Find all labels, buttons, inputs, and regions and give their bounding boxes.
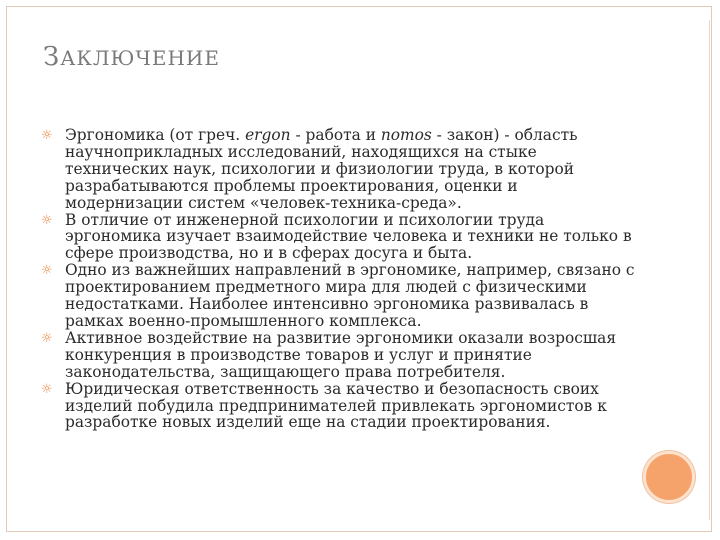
- slide-title: [43, 42, 220, 72]
- sun-bullet-icon: ☼: [41, 330, 53, 346]
- list-item: [40, 127, 640, 212]
- list-item-text: Одно из важнейших направлений в эргономике, например, связано с проектированием предметного мира для людей с физическими недостатками. Наиболее интенсивно эргономика развивалась в рамках военно-промышленного комплекса.: [65, 261, 635, 330]
- decorative-circle-icon: [643, 451, 695, 503]
- sun-bullet-icon: ☼: [41, 263, 53, 279]
- list-item-text: Эргономика (от греч. ergon - работа и nomos - закон) - область научноприкладных исследований, находящихся на стыке технических наук, психологии и физиологии труда, в которой разрабатываются проблемы проектирования, оценки и модернизации систем «человек-техника-среда».: [65, 126, 578, 212]
- list-item-text: В отличие от инженерной психологии и психологии труда эргономика изучает взаимодействие человека и техники не только в сфере производства, но и в сферах досуга и быта.: [65, 210, 632, 263]
- list-item-text: Юридическая ответственность за качество и безопасность своих изделий побудила предпринимателей привлекать эргономистов к разработке новых изделий еще на стадии проектирования.: [65, 379, 607, 432]
- list-item: [40, 330, 640, 381]
- list-item: [40, 262, 640, 330]
- term-ergon: ergon: [245, 126, 291, 144]
- title-capital: З: [43, 42, 61, 72]
- term-nomos: nomos: [380, 126, 432, 144]
- sun-bullet-icon: ☼: [41, 381, 53, 397]
- list-item: [40, 212, 640, 263]
- title-rest: АКЛЮЧЕНИЕ: [60, 46, 220, 70]
- sun-bullet-icon: ☼: [41, 128, 53, 143]
- list-item: [40, 381, 640, 432]
- slide-edge: [709, 20, 720, 520]
- bullet-list: [40, 127, 640, 431]
- sun-bullet-icon: ☼: [41, 212, 53, 228]
- list-item-text: Активное воздействие на развитие эргономики оказали возросшая конкуренция в производстве товаров и услуг и принятие законодательства, защищающего права потребителя.: [65, 328, 617, 381]
